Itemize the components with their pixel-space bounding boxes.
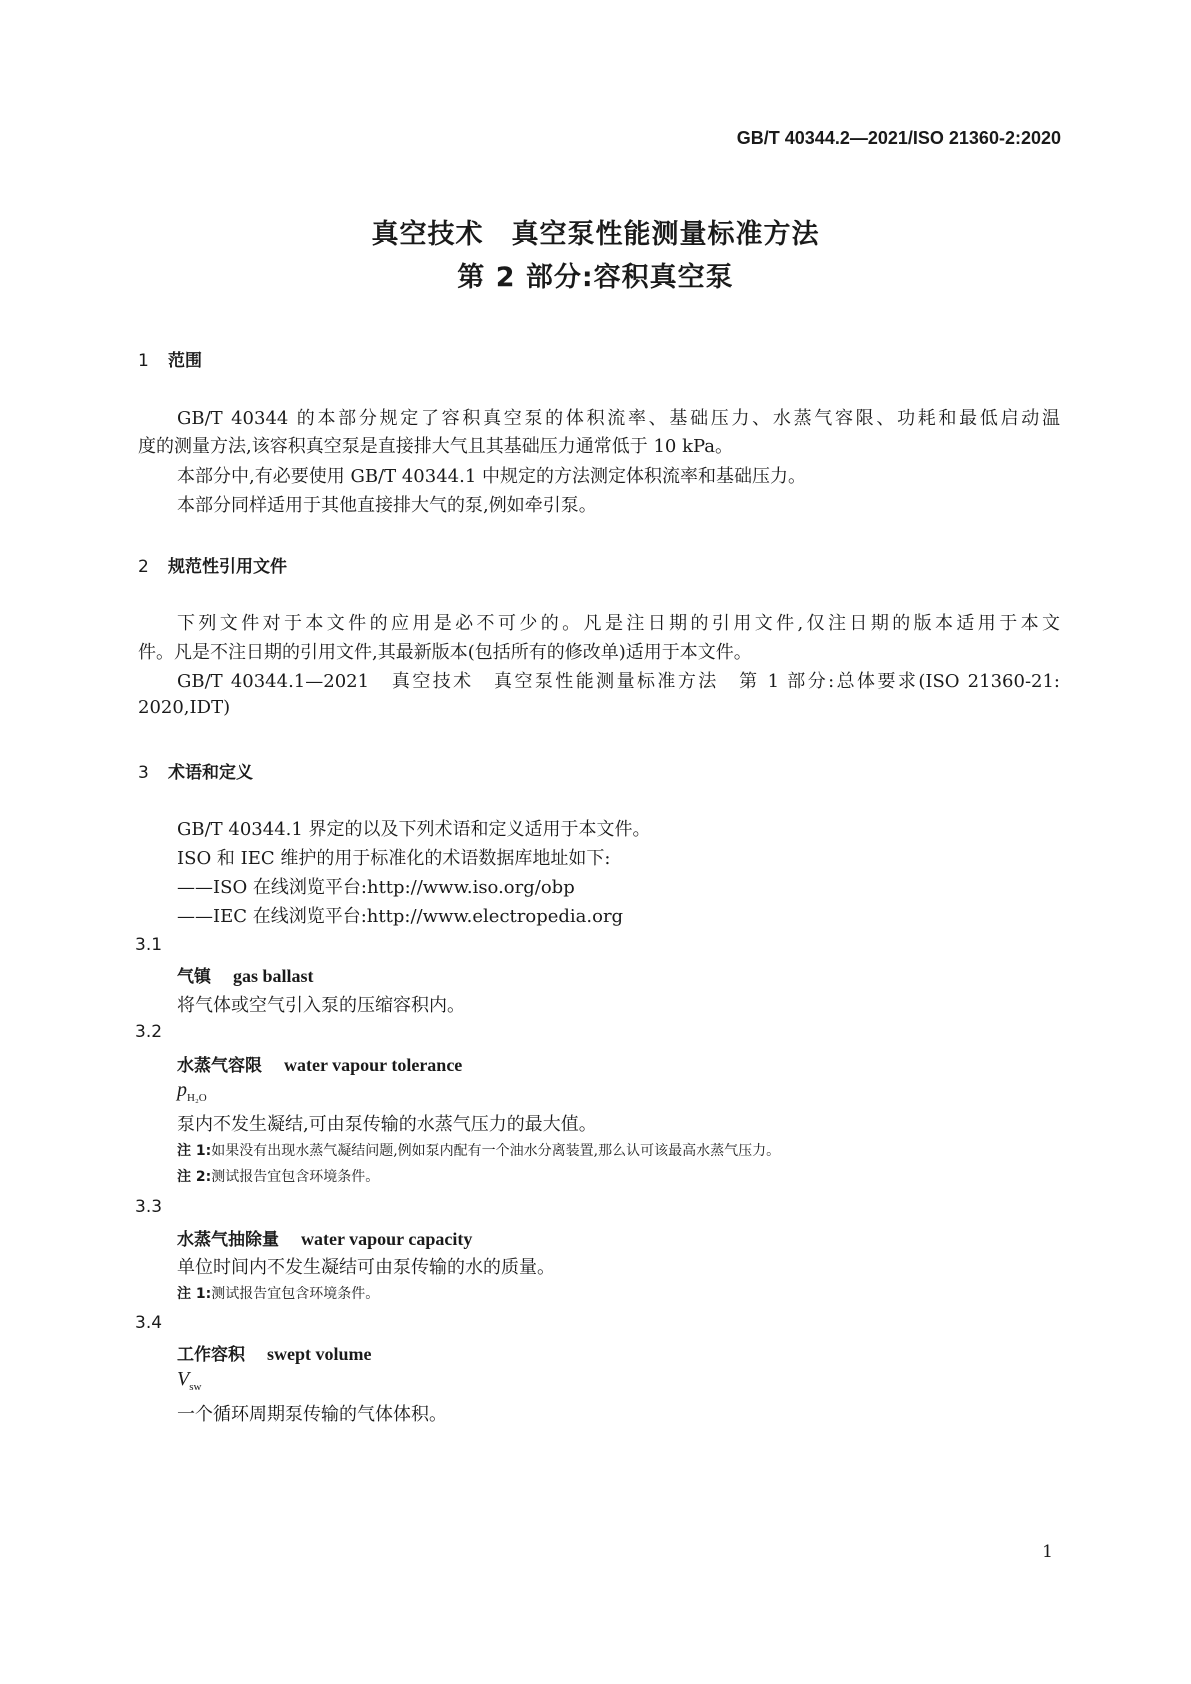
section-2-heading (138, 552, 287, 577)
term-number: 3.4 (135, 1313, 163, 1333)
iso-obp-link-line: ——ISO 在线浏览平台:http://www.iso.org/obp (177, 877, 575, 898)
term-en: swept volume (267, 1344, 372, 1364)
note-label: 注 2: (177, 1169, 212, 1185)
iec-electropedia-link-line: ——IEC 在线浏览平台:http://www.electropedia.org (177, 906, 624, 927)
note-label: 注 1: (177, 1286, 212, 1302)
title-line-1: 真空技术 真空泵性能测量标准方法 (371, 219, 820, 250)
section-3-paragraph-1: GB/T 40344.1 界定的以及下列术语和定义适用于本文件。 (177, 819, 651, 840)
section-1-paragraph-2: 本部分中,有必要使用 GB/T 40344.1 中规定的方法测定体积流率和基础压力。 (177, 466, 806, 487)
note-label: 注 1: (177, 1143, 212, 1159)
term-note-1 (177, 1283, 379, 1303)
term-zh: 工作容积 (177, 1345, 245, 1365)
term-zh: 水蒸气容限 (177, 1056, 262, 1076)
term-symbol (177, 1079, 207, 1104)
term-zh: 水蒸气抽除量 (177, 1230, 279, 1250)
note-text: 测试报告宜包含环境条件。 (211, 1286, 380, 1302)
section-2-paragraph-1-line-2: 件。凡是不注日期的引用文件,其最新版本(包括所有的修改单)适用于本文件。 (138, 642, 752, 663)
term-symbol (177, 1368, 201, 1393)
term-number: 3.2 (135, 1022, 163, 1042)
term-number: 3.3 (135, 1197, 163, 1217)
symbol-subscript: sw (189, 1381, 202, 1393)
section-1-paragraph-1-line-2: 度的测量方法,该容积真空泵是直接排大气且其基础压力通常低于 10 kPa。 (138, 436, 734, 457)
term-zh: 气镇 (177, 967, 211, 987)
term-definition: 单位时间内不发生凝结可由泵传输的水的质量。 (177, 1257, 555, 1278)
symbol-subscript: H₂O (187, 1092, 207, 1104)
term-en: gas ballast (233, 966, 314, 986)
term-heading (177, 962, 314, 987)
term-definition: 一个循环周期泵传输的气体体积。 (177, 1404, 447, 1425)
section-2-paragraph-1-line-1: 下列文件对于本文件的应用是必不可少的。凡是注日期的引用文件,仅注日期的版本适用于本文 (177, 613, 1060, 634)
normative-reference-line-1: GB/T 40344.1—2021 真空技术 真空泵性能测量标准方法 第 1 部分:总体要求(ISO 21360-21: (177, 671, 1060, 692)
normative-reference-line-2: 2020,IDT) (138, 697, 231, 718)
term-note-1 (177, 1140, 780, 1160)
term-heading (177, 1225, 472, 1250)
term-definition: 泵内不发生凝结,可由泵传输的水蒸气压力的最大值。 (177, 1114, 597, 1135)
symbol-main: V (177, 1368, 190, 1390)
section-number: 1 (138, 351, 149, 371)
section-title: 范围 (168, 351, 202, 371)
section-1-paragraph-3: 本部分同样适用于其他直接排大气的泵,例如牵引泵。 (177, 495, 597, 516)
section-1-paragraph-1-line-1: GB/T 40344 的本部分规定了容积真空泵的体积流率、基础压力、水蒸气容限、功耗和最低启动温 (177, 408, 1060, 429)
section-number: 3 (138, 763, 149, 783)
note-text: 如果没有出现水蒸气凝结问题,例如泵内配有一个油水分离装置,那么认可该最高水蒸气压力。 (211, 1143, 781, 1159)
term-en: water vapour capacity (301, 1229, 473, 1249)
symbol-main: p (177, 1079, 187, 1101)
section-title: 规范性引用文件 (168, 557, 287, 577)
section-number: 2 (138, 557, 149, 577)
term-number: 3.1 (135, 935, 163, 955)
title-line-2: 第 2 部分:容积真空泵 (457, 262, 734, 293)
section-1-heading (138, 346, 202, 371)
section-3-paragraph-2: ISO 和 IEC 维护的用于标准化的术语数据库地址如下: (177, 848, 611, 869)
term-definition: 将气体或空气引入泵的压缩容积内。 (177, 995, 465, 1016)
term-heading (177, 1340, 372, 1365)
section-title: 术语和定义 (168, 763, 253, 783)
term-note-2 (177, 1166, 379, 1186)
term-en: water vapour tolerance (284, 1055, 463, 1075)
note-text: 测试报告宜包含环境条件。 (211, 1169, 380, 1185)
page-number: 1 (1042, 1542, 1053, 1562)
term-heading (177, 1051, 462, 1076)
section-3-heading (138, 758, 253, 783)
standard-code: GB/T 40344.2—2021/ISO 21360-2:2020 (736, 128, 1061, 148)
